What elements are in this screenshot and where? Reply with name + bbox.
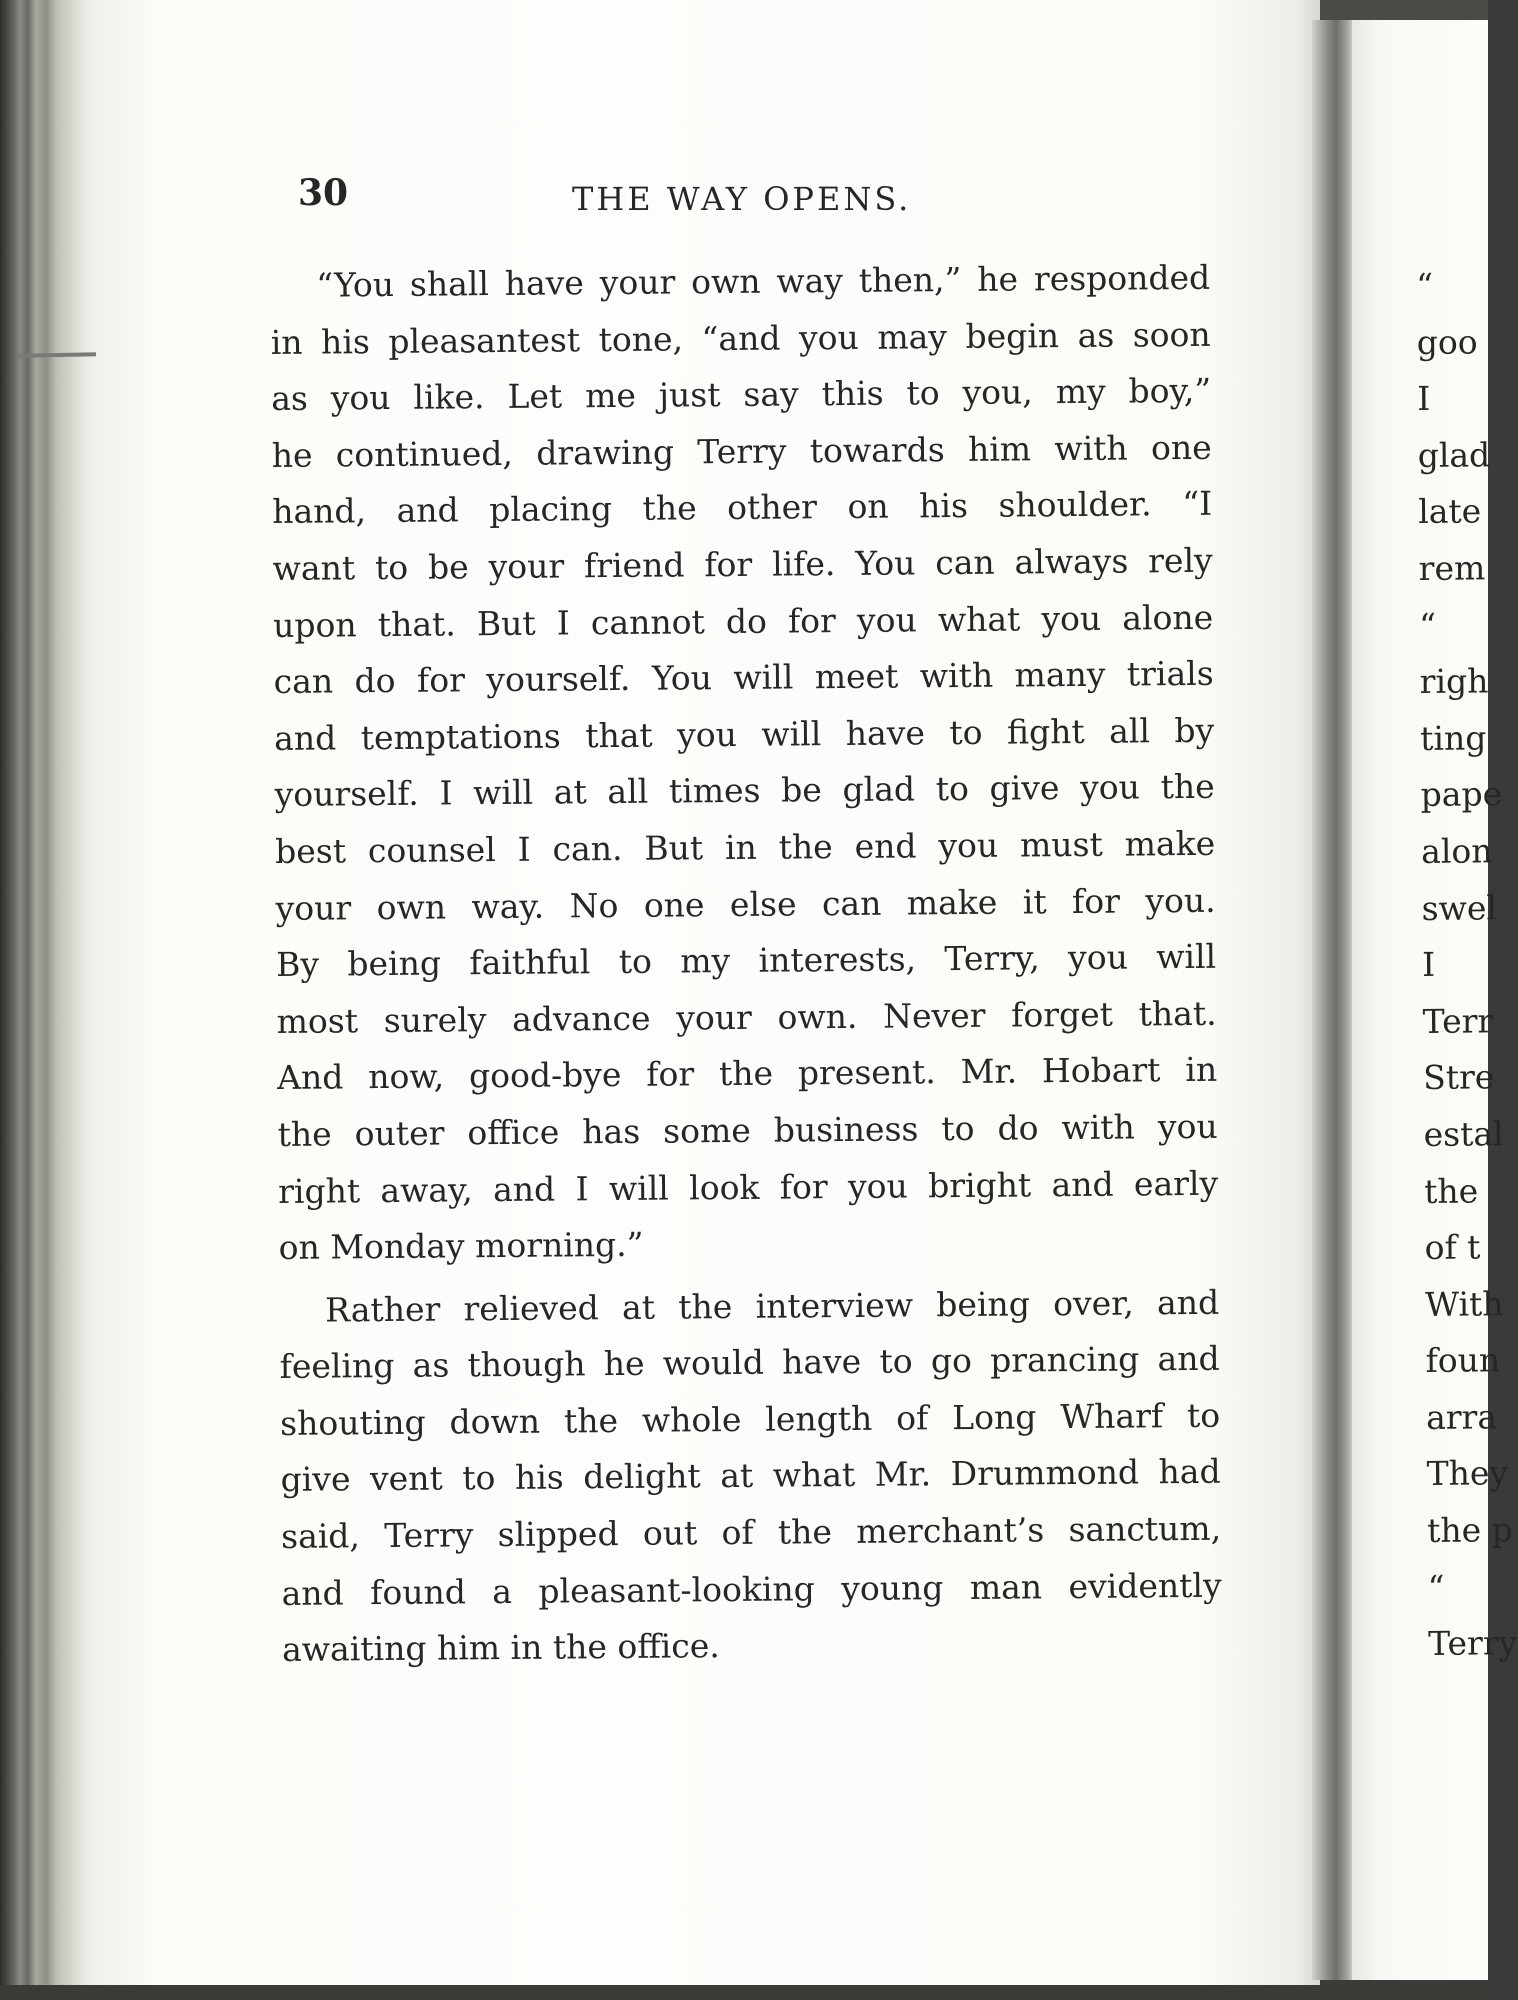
text-line: and found a pleasant-looking young man evidently — [281, 1565, 1222, 1613]
book-edge — [0, 0, 100, 2000]
facing-line: swel — [1421, 887, 1498, 928]
facing-line: “ — [1416, 265, 1434, 305]
body-text — [270, 250, 1222, 1679]
facing-line: Terry — [1427, 1623, 1518, 1664]
text-line: hand, and placing the other on his shoulder. “I — [272, 484, 1213, 532]
facing-line: the p — [1426, 1510, 1513, 1551]
facing-line: pape — [1420, 774, 1503, 815]
text-line: “You shall have your own way then,” he responded — [316, 257, 1211, 305]
bottom-shadow — [0, 1985, 1488, 2000]
text-line: and temptations that you will have to fight all by — [274, 710, 1215, 758]
facing-line: the — [1423, 1170, 1479, 1211]
text-line: the outer office has some business to do with you — [277, 1106, 1218, 1154]
facing-line: alon — [1421, 831, 1493, 871]
facing-line: foun — [1425, 1340, 1501, 1381]
text-line: feeling as though he would have to go prancing and — [279, 1339, 1220, 1387]
text-line: as you like. Let me just say this to you, my boy,” — [271, 370, 1212, 419]
text-line: want to be your friend for life. You can always rely — [272, 540, 1213, 588]
text-line: in his pleasantest tone, “and you may begin as soon — [270, 314, 1211, 362]
facing-line: Stre — [1422, 1057, 1495, 1098]
text-line: Rather relieved at the interview being over, and — [325, 1282, 1220, 1330]
text-line: By being faithful to my interests, Terry, you will — [275, 936, 1217, 985]
facing-line: I — [1421, 944, 1436, 985]
text-line: upon that. But I cannot do for you what you alone — [273, 597, 1214, 645]
text-line: awaiting him in the office. — [281, 1626, 720, 1670]
text-line: your own way. No one else can make it for you. — [275, 880, 1216, 928]
facing-line: “ — [1427, 1567, 1445, 1607]
text-line: give vent to his delight at what Mr. Drummond had — [280, 1452, 1221, 1500]
facing-line: They — [1426, 1453, 1509, 1494]
text-line: most surely advance your own. Never forget that. — [276, 993, 1217, 1041]
book-gutter — [1312, 20, 1356, 1980]
text-line: yourself. I will at all times be glad to give you the — [274, 767, 1215, 815]
text-line: right away, and I will look for you bright and early — [277, 1163, 1219, 1211]
text-line: can do for yourself. You will meet with many trials — [273, 653, 1214, 702]
facing-page-text — [1416, 257, 1518, 1672]
text-line: best counsel I can. But in the end you must make — [275, 823, 1216, 871]
facing-line: Terr — [1422, 1001, 1494, 1041]
facing-line: goo — [1416, 322, 1478, 362]
facing-line: arra — [1425, 1397, 1498, 1437]
facing-line: estal — [1423, 1114, 1504, 1154]
facing-line: of t — [1424, 1227, 1481, 1268]
text-line: shouting down the whole length of Long Wharf to — [279, 1395, 1221, 1443]
facing-line: ting — [1420, 718, 1487, 758]
facing-line: righ — [1419, 661, 1489, 702]
facing-line: With — [1424, 1283, 1504, 1324]
facing-line: glad — [1417, 435, 1491, 475]
facing-line: I — [1417, 379, 1431, 419]
text-line: said, Terry slipped out of the merchant’s sanctum, — [280, 1508, 1222, 1557]
facing-line: late — [1418, 491, 1482, 532]
text-line: on Monday morning.” — [278, 1224, 644, 1268]
text-line: he continued, drawing Terry towards him with one — [271, 427, 1212, 475]
page-number: 30 — [298, 172, 349, 214]
running-head: THE WAY OPENS. — [572, 180, 912, 218]
facing-line: “ — [1419, 605, 1437, 645]
facing-line: rem — [1418, 548, 1486, 588]
text-line: And now, good-bye for the present. Mr. Hobart in — [276, 1050, 1218, 1098]
